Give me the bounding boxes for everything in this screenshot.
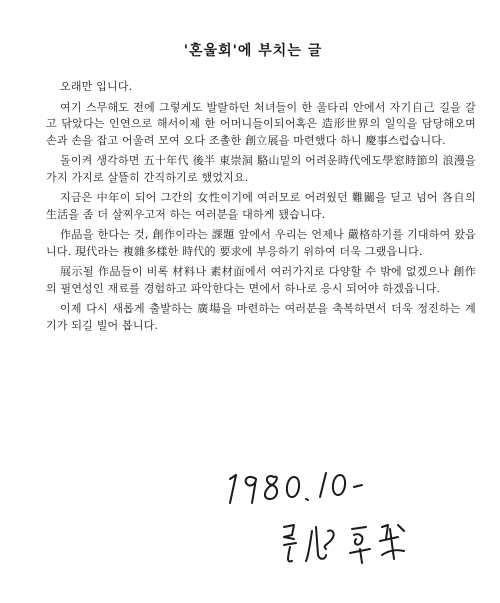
handwritten-signature [222, 465, 482, 575]
document-title: '혼울회'에 부치는 글 [183, 43, 323, 59]
signature-date [230, 473, 362, 503]
document-body [46, 79, 476, 334]
paragraph-memories: 돌이켜 생각하면 五十年代 後半 東崇洞 駱山밑의 어려운時代에도學窓時節의 浪漫을가지 가지로 살뜰히 간직하기로 했었지요. [46, 154, 476, 184]
signature-name [284, 525, 404, 563]
paragraph-creation: 作品을 한다는 것, 創作이라는 課題 앞에서 우리는 언제나 嚴格하기를 기대하여 왔읍니다. 現代라는 複雜多樣한 時代的 要求에 부응하기 위하여 더욱 그랬읍니다. [46, 228, 476, 258]
paragraph-present: 지금은 中年이 되어 그간의 女性이기에 여러모로 어려웠던 難關을 딛고 넘어 各自의生活을 좀 더 살찌우고저 하는 여러분을 대하게 됐습니다. [46, 191, 476, 221]
paragraph-exhibition: 展示될 作品들이 비록 材料나 素材面에서 여러가지로 다양할 수 밖에 없겠으나 創作의 필연성인 재료를 경험하고 파악한다는 면에서 하나로 응시 되어야 하겠읍니다. [46, 265, 476, 295]
paragraph-greeting: 오래만 입니다. [60, 80, 133, 93]
paragraph-history: 여기 스무해도 전에 그렇게도 발랄하던 처녀들이 한 울타리 안에서 자기自己 길을 갈고 닦았다는 인연으로 해서이제 한 어머니들이되어혹은 造形世界의 일익을 담당해오며 손과 손을 잡고 어울려 모여 오다 조촐한 創立展을 마련했다 하니 慶事스럽습니다. [46, 100, 476, 147]
paragraph-closing: 이제 다시 새롭게 출발하는 廣場을 마련하는 여러분을 축복하면서 더욱 정진하는 계기가 되길 빌어 봅니다. [46, 302, 476, 332]
